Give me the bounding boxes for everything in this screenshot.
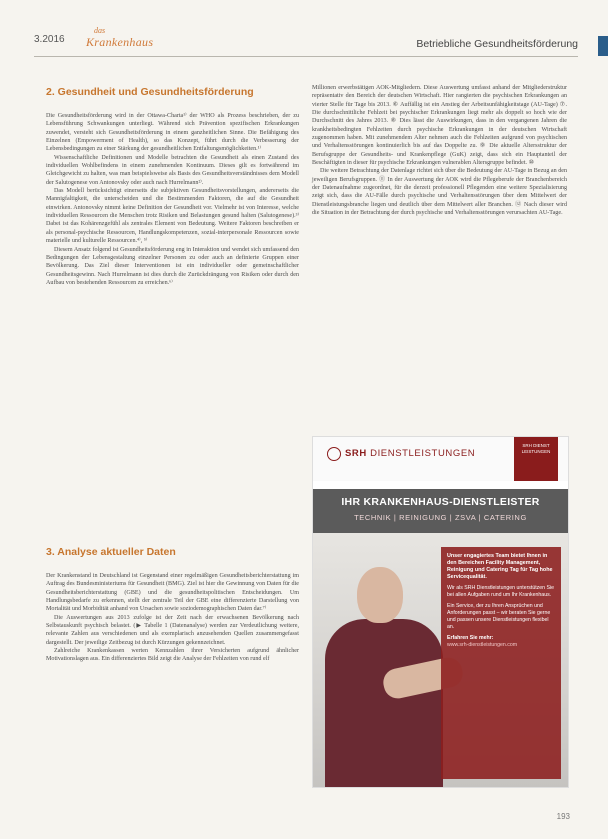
journal-logo — [78, 26, 168, 52]
right-column — [312, 84, 567, 218]
ad-brand-rest: DIENSTLEISTUNGEN — [370, 448, 476, 459]
logo-top-text: das — [94, 26, 106, 35]
heading-analyse: 3. Analyse aktueller Daten — [46, 546, 176, 558]
paragraph: Die Auswertungen aus 2013 zufolge ist der Zeit nach der erwachsenen Bevölkerung nach Selbstauskunft psychisch belastet. (▶ Tabelle 1 (Datenanalyse) werden zur Verdeutlichung weitere, relevante Zahlen aus verschiedenen und als exemplarisch anzusehenden Quellen zusammengefasst dargestellt. Der jeweilige Zeitbezug ist durch Kürzungen gekennzeichnet. — [46, 614, 299, 646]
paragraph: Millionen erwerbstätigen AOK-Mitgliedern. Diese Auswertung umfasst anhand der Mitgliederstruktur repräsentativ den Bereich der deutschen Wirtschaft. Hier rangierten die psychischen Erkrankungen an vierter Stelle für Tage bis 2013. ⑥ Auffällig ist ein Anstieg der Arbeitsunfähigkeitstage (AU-Tage) ⑦. Die durchschnittliche Fehlzeit bei psychischer Erkrankungen liegt mehr als doppelt so hoch wie der Durchschnitt des Jahres 2013. ⑧ Dies lässt die Auswirkungen, dass in den vergangenen Jahren die krankheitsbedingten Fehlzeiten durch psychische Erkrankungen in der deutschen Wirtschaft zugenommen haben. Mit zunehmendem Alter nehmen auch die Fehlzeiten aufgrund von psychischen und Verhaltensstörungen kontinuierlich bis auf das Doppelte zu. ⑨ Die aktuelle Altersstruktur der Berufsgruppe der Gesundheits- und Krankenpflege (GuK) zeigt, dass sich ein Hauptanteil der Beschäftigten in dieser für psychische Erkrankungen vulnerablen Altersgruppe befindet. ⑩ — [312, 85, 567, 167]
ad-brand-prefix: SRH — [345, 448, 367, 459]
header-divider — [34, 56, 578, 57]
ad-brand-bar — [313, 437, 568, 481]
issue-number: 3.2016 — [34, 34, 65, 45]
ad-info-heading: Unser engagiertes Team bietet Ihnen in den Bereichen Facility Management, Reinigung und Catering Tag für Tag hohe Servicequalität. — [447, 553, 553, 580]
person-figure — [325, 619, 443, 788]
ad-info-paragraph: Ein Service, der zu Ihren Ansprüchen und Anforderungen passt – wir beraten Sie gerne und passen unsere Dienstleistungen flexibel an. — [447, 603, 551, 630]
left-column-part-1 — [46, 112, 299, 287]
page-number: 193 — [556, 812, 570, 821]
person-head — [357, 567, 403, 623]
logo-bottom-text: Krankenhaus — [86, 35, 154, 49]
left-column-part-2 — [46, 572, 299, 664]
paragraph: Zahlreiche Krankenkassen werten Kennzahlen ihrer Versicherten aufgrund ähnlicher Motivationslagen aus. Ein differenziertes Bild zeigt die Analyse der Fehlzeiten von rund elf — [46, 648, 299, 663]
ad-info-box — [441, 547, 561, 779]
paragraph: Diesem Ansatz folgend ist Gesundheitsförderung eng in Interaktion und wendet sich umfassend den Bedingungen der Lebensgestaltung einzelner Personen zu oder auch an definierte Gruppen einer Bevölkerung. Das Ziel dieser Interventionen ist ein individueller oder gemeinschaftlicher Gesundheitsgewinn. Nach Hurrelmann ist dies durch die Zurückdrängung von Risiken oder durch den Aufbau von bestehenden Ressourcen zu erreichen.⁶⁾ — [46, 246, 299, 286]
paragraph: Die weitere Betrachtung der Datenlage richtet sich über die Bedeutung der AU-Tage in Bezug an den jeweiligen Berufsgruppen. ⑪ In der Auswertung der AOK wird die Pflegeberufe der Branchenbereich der Datenaufnahme zugeordnet, für die derzeit professionell Pflegenden eine weitere Spezialisierung zeigt sich, dass die AU-Fälle durch psychische und Verhaltensstörungen über dem Mittelwert der Dienstleistungsbranche liegen und deutlich über dem Mittelwert aller Branchen. ⑫ Nach dieser wird die Situation in der Betrachtung der durch psychische und Verhaltensstörungen verursachten AU-Tage. — [312, 168, 567, 217]
ad-photo — [313, 533, 568, 787]
paragraph: Die Gesundheitsförderung wird in der Ottawa-Charta¹⁾ der WHO als Prozess beschrieben, der zu Lebensführung Schwankungen unterliegt. Während sich Prävention spezifischen Erkrankungen zuwendet, versteht sich Gesundheitsförderung in einem ganzheitlichen Sinne. Die Befähigung des Einzelnen (Empowerment of Health), so das Konzept, führt durch die Verbesserung der Lebensbedingungen zu einer Stärkung der gesundheitlichen Entfaltungsmöglichkeiten.¹⁾ — [46, 113, 299, 153]
ad-info-paragraph: Wir als SRH Dienstleistungen unterstützen Sie bei allen Aufgaben rund um Ihr Krankenhaus. — [447, 585, 554, 598]
section-tab — [598, 36, 608, 56]
ad-services: TECHNIK | REINIGUNG | ZSVA | CATERING — [354, 513, 527, 522]
paragraph: Der Krankenstand in Deutschland ist Gegenstand einer regelmäßigen Gesundheitsberichterstattung im Auftrag des Bundesministeriums für Gesundheit (BMG). Ziel ist hier die Gewinnung von Daten für die Gesundheitsberichterstattung (GBE) und die gesundheitspolitischen Entscheidungen. Um Handlungsbedarfe zu erkennen, stellt der zentrale Teil der GBE eine differenzierte Darstellung von Mortalität und Morbidität anhand von Ursachen sowie soziodemographischen Daten dar.⁷⁾ — [46, 573, 299, 613]
ad-headline-band — [313, 489, 568, 533]
paragraph: Das Modell berücksichtigt einerseits die subjektiven Gesundheitsvorstellungen, andererseits die Mannigfaltigkeit, die unterscheiden und die Bestimmenden Faktoren, die auf die Gesundheit einwirken. Antonovsky nimmt keine Definition der Gesundheit vor. Vielmehr ist von Interesse, welche individuellen Ressourcen die Menschen trotz Risiken und Belastungen gesund halten (Salutogenese).³⁾ Dabei ist das Kohärenzgefühl als zentrales Element von Bedeutung. Weitere Faktoren beschreiben er als personal-psychische Ressourcen, Handlungskompetenzen, sozial-interpersonale Ressourcen sowie materielle und kulturelle Ressourcen.⁴⁾, ⁵⁾ — [46, 188, 299, 245]
ad-headline: IHR KRANKENHAUS-DIENSTLEISTER — [341, 496, 540, 508]
paragraph: Wissenschaftliche Definitionen und Modelle betrachten die Gesundheit als einen Zustand des individuellen Wohlbefindens in einem zunehmenden Kontinuum. Dieses gilt es fortwährend im Gleichgewicht zu halten, was man beispielsweise als Basis des Gesundheitsverständnisses dem Modell der Salutogenese von Antonovsky oder auch nach Hurrelmann²⁾. — [46, 154, 299, 186]
ad-tag-box: SRH DIENST LEISTUNGEN — [514, 437, 558, 481]
ad-url-link[interactable]: www.srh-dienstleistungen.com — [447, 642, 518, 648]
ad-brand — [345, 448, 475, 459]
advertisement — [312, 436, 569, 788]
heading-gesundheit: 2. Gesundheit und Gesundheitsförderung — [46, 86, 254, 98]
ad-call-to-action: Erfahren Sie mehr: — [447, 635, 494, 641]
srh-logo-icon — [327, 447, 341, 461]
section-title: Betriebliche Gesundheitsförderung — [416, 38, 578, 50]
